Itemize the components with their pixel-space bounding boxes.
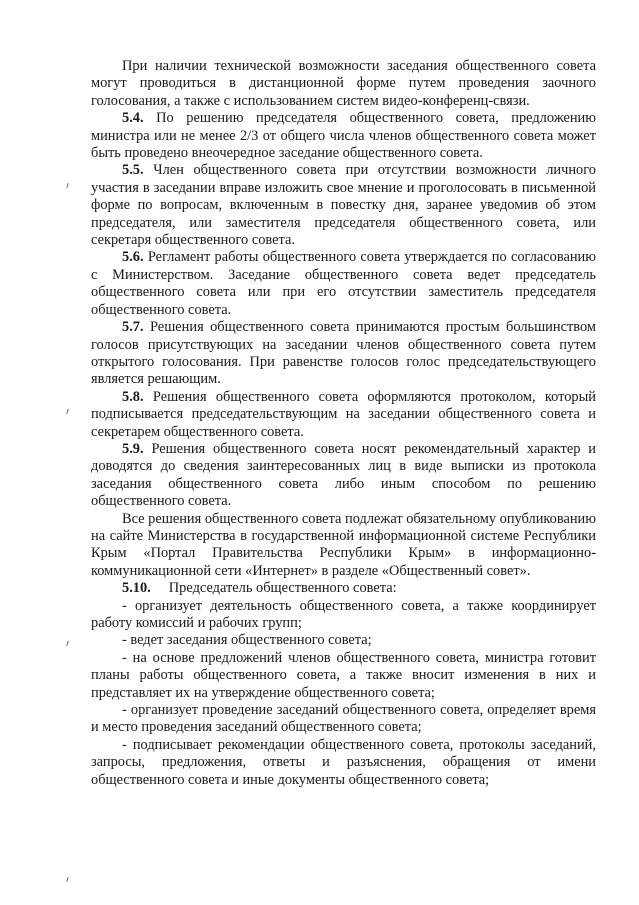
list-item-text: - организует проведение заседаний общественного совета, определяет время и место проведения заседаний общественного совета;	[91, 702, 596, 736]
section-number: 5.8.	[122, 388, 144, 405]
list-item-text: - организует деятельность общественного совета, а также координирует работу комиссий и рабочих групп;	[91, 597, 596, 631]
section-number: 5.5.	[122, 162, 144, 179]
paragraph-publication	[91, 511, 596, 581]
paragraph-5-7	[91, 319, 596, 389]
paragraph-intro	[91, 58, 596, 110]
paragraph-text: Член общественного совета при отсутствии возможности личного участия в заседании вправе изложить свое мнение и проголосовать в письменной форме по вопросам, включенным в повестку дня, заранее уведомив об этом председателя, или заместителя председателя общественного совета, или секретаря общественного совета.	[91, 162, 596, 249]
scan-margin-mark	[66, 409, 71, 414]
paragraph-5-10	[91, 580, 596, 597]
list-item	[91, 702, 596, 737]
paragraph-text: Председатель общественного совета:	[168, 580, 397, 597]
list-item	[91, 650, 596, 702]
list-item	[91, 598, 596, 633]
section-number: 5.6.	[122, 249, 144, 266]
paragraph-text: По решению председателя общественного совета, предложению министра или не менее 2/3 от общего числа членов общественного совета может быть проведено внеочередное заседание общественного совета.	[91, 110, 596, 162]
paragraph-text: При наличии технической возможности заседания общественного совета могут проводиться в дистанционной форме путем проведения заочного голосования, а также с использованием систем видео-конференц-связи.	[91, 58, 596, 109]
paragraph-5-4	[91, 110, 596, 162]
paragraph-5-8	[91, 389, 596, 441]
scan-margin-mark	[66, 641, 71, 646]
list-item-text: - на основе предложений членов общественного совета, министра готовит планы работы общественного совета, а также вносит изменения в них и представляет их на утверждение общественного совета;	[91, 649, 596, 701]
list-item	[91, 632, 596, 649]
paragraph-5-5	[91, 162, 596, 249]
scan-margin-mark	[66, 877, 71, 882]
document-page	[91, 58, 596, 789]
section-number: 5.9.	[122, 440, 144, 457]
scan-margin-mark	[66, 183, 71, 188]
paragraph-text: Решения общественного совета принимаются простым большинством голосов присутствующих на заседании членов общественного совета путем открытого голосования. При равенстве голосов голос председательствующего является решающим.	[91, 319, 596, 388]
list-item-text: - подписывает рекомендации общественного совета, протоколы заседаний, запросы, предложения, ответы и разъяснения, обращения от имени общественного совета и иные документы общественного совета;	[91, 736, 596, 788]
paragraph-text: Решения общественного совета носят рекомендательный характер и доводятся до сведения заинтересованных лиц в виде выписки из протокола заседания общественного совета либо иным способом по решению общественного совета.	[91, 440, 596, 510]
section-number: 5.7.	[122, 319, 144, 336]
paragraph-text: Все решения общественного совета подлежат обязательному опубликованию на сайте Министерства в государственной информационной системе Республики Крым «Портал Правительства Республики Крым» в информационно-коммуникационной сети «Интернет» в разделе «Общественный совет».	[91, 510, 596, 579]
paragraph-5-9	[91, 441, 596, 511]
section-number: 5.10.	[122, 580, 151, 597]
paragraph-text: Регламент работы общественного совета утверждается по согласованию с Министерством. Заседание общественного совета ведет председатель общественного совета или при его отсутствии заместитель председателя общественного совета.	[91, 249, 596, 318]
section-number: 5.4.	[122, 110, 144, 127]
list-item	[91, 737, 596, 789]
list-item-text: - ведет заседания общественного совета;	[122, 632, 372, 649]
paragraph-text: Решения общественного совета оформляются протоколом, который подписывается председательствующим на заседании общественного совета и секретарем общественного совета.	[91, 388, 596, 440]
paragraph-5-6	[91, 249, 596, 319]
